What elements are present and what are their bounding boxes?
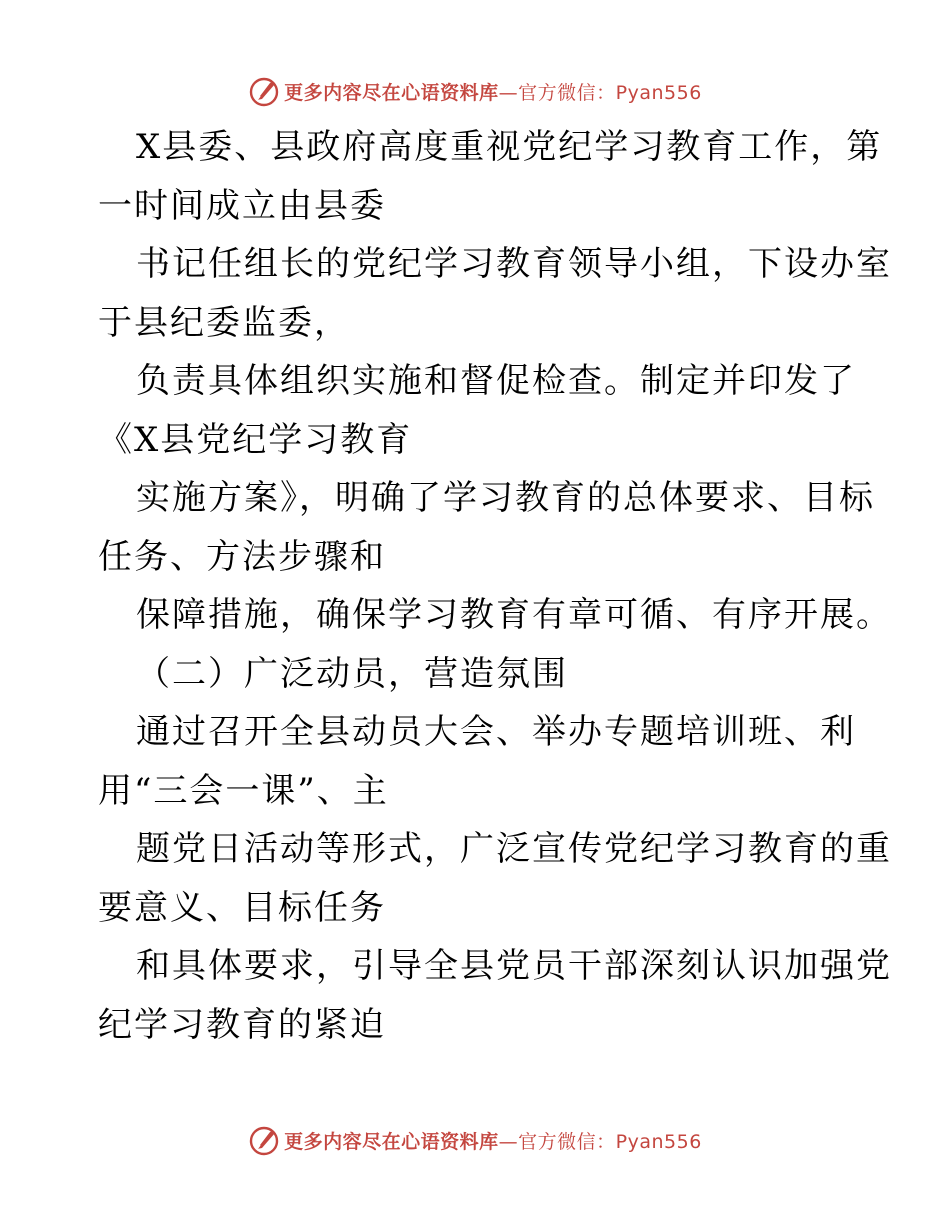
text-line: 通过召开全县动员大会、举办专题培训班、利 xyxy=(136,712,856,752)
header-banner xyxy=(0,69,950,113)
text-line: 书记任组长的党纪学习教育领导小组，下设办室 xyxy=(136,244,892,284)
text-line: 用“三会一课”、主 xyxy=(98,770,389,811)
text-line: 纪学习教育的紧迫 xyxy=(98,1004,386,1045)
section-heading: （二）广泛动员，营造氛围 xyxy=(136,653,568,694)
banner-dash: — xyxy=(498,1130,519,1153)
banner-suffix: 官方微信：Pyan556 xyxy=(518,1130,702,1153)
banner-suffix: 官方微信：Pyan556 xyxy=(518,81,702,104)
text-line: 保障措施，确保学习教育有章可循、有序开展。 xyxy=(136,595,892,635)
text-line: 要意义、目标任务 xyxy=(98,887,386,928)
banner-text xyxy=(284,78,702,105)
banner-text xyxy=(284,1127,702,1154)
banner-dash: — xyxy=(498,81,519,104)
footer-banner xyxy=(0,1118,950,1162)
text-line: 一时间成立由县委 xyxy=(98,185,386,226)
text-line: 和具体要求，引导全县党员干部深刻认识加强党 xyxy=(136,946,892,986)
banner-prefix: 更多内容尽在心语资料库 xyxy=(284,81,499,104)
text-line: 题党日活动等形式，广泛宣传党纪学习教育的重 xyxy=(136,829,892,869)
text-line: 《X县党纪学习教育 xyxy=(98,419,413,460)
banner-prefix: 更多内容尽在心语资料库 xyxy=(284,1130,499,1153)
text-line: 实施方案》，明确了学习教育的总体要求、目标 xyxy=(136,478,875,518)
quill-pen-logo-icon xyxy=(248,1124,280,1156)
document-body xyxy=(98,118,892,1054)
quill-pen-logo-icon xyxy=(248,75,280,107)
text-line: 负责具体组织实施和督促检查。制定并印发了 xyxy=(136,361,856,401)
text-line: 任务、方法步骤和 xyxy=(98,536,386,577)
text-line: 于县纪委监委， xyxy=(98,302,350,343)
text-line: X县委、县政府高度重视党纪学习教育工作，第 xyxy=(136,127,883,167)
